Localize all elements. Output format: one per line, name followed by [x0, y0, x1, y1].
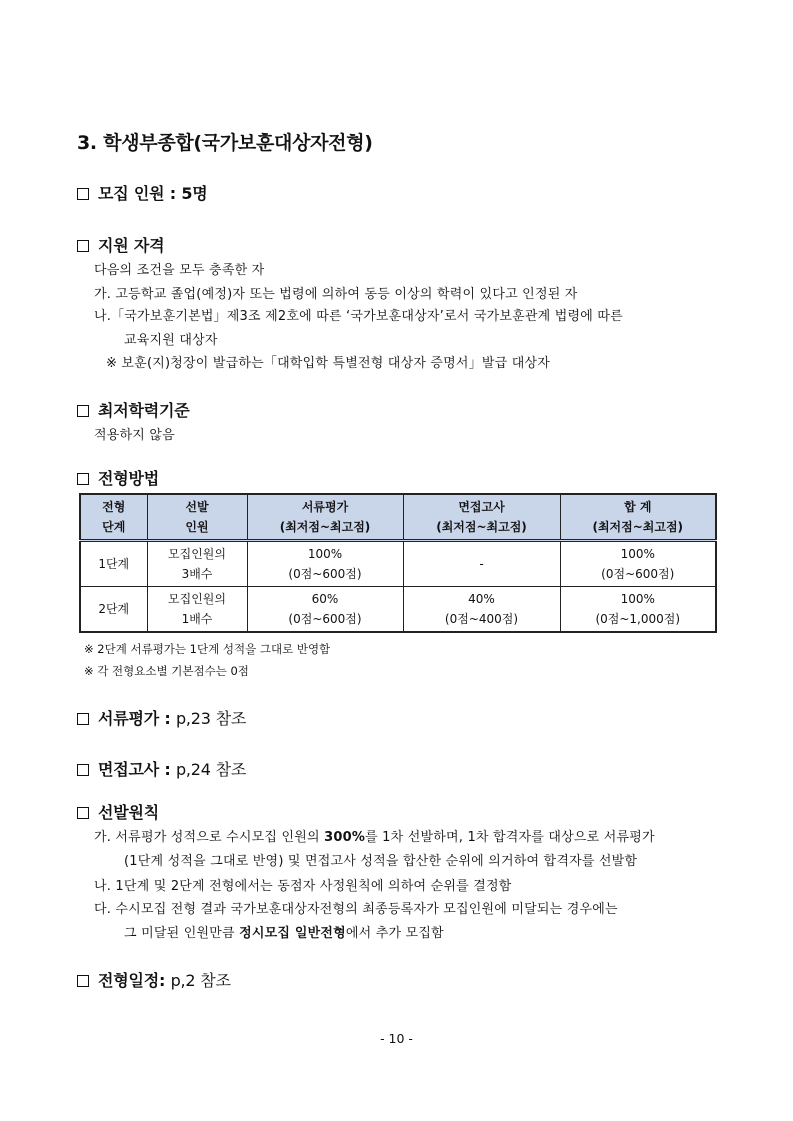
cell-doc-eval: 100% (0점~600점) [247, 541, 403, 587]
cell-total: 100% (0점~1,000점) [560, 587, 716, 633]
principle-ga-highlight: 300% [324, 830, 366, 845]
qualification-item-na-line2: 교육지원 대상자 [124, 333, 218, 348]
section-min-standard [77, 398, 190, 421]
checkbox-square-icon [77, 807, 89, 819]
method-label: 전형방법 [98, 469, 160, 488]
header-interview: 면접고사 (최저점~최고점) [403, 494, 560, 541]
checkbox-square-icon [77, 188, 89, 200]
min-standard-label: 최저학력기준 [98, 401, 190, 420]
selection-method-table [79, 493, 717, 633]
schedule-label: 전형일정: [98, 971, 171, 990]
cell-interview: - [403, 541, 560, 587]
table-row [80, 541, 716, 587]
principle-item-da-line1: 다. 수시모집 전형 결과 국가보훈대상자전형의 최종등록자가 모집인원에 미달되는 경우에는 [94, 902, 618, 917]
qualification-item-na-line1: 나.「국가보훈기본법」제3조 제2호에 따른 ‘국가보훈대상자’로서 국가보훈관계 법령에 따른 [94, 309, 623, 324]
checkbox-square-icon [77, 405, 89, 417]
section-method [77, 466, 159, 489]
cell-count: 모집인원의 1배수 [147, 587, 247, 633]
min-standard-text: 적용하지 않음 [94, 428, 175, 443]
method-note-2: ※ 각 전형요소별 기본점수는 0점 [84, 664, 249, 678]
section-interview [77, 757, 246, 780]
header-doc-eval: 서류평가 (최저점~최고점) [247, 494, 403, 541]
recruit-label: 모집 인원 : 5명 [98, 184, 208, 203]
checkbox-square-icon [77, 975, 89, 987]
table-header-row [80, 494, 716, 541]
principle-item-ga-line1: 가. 서류평가 성적으로 수시모집 인원의 300%를 1차 선발하며, 1차 합격자를 대상으로 서류평가 [94, 830, 655, 845]
section-doc-eval [77, 706, 246, 729]
qualification-intro: 다음의 조건을 모두 충족한 자 [94, 263, 265, 278]
qualification-item-ga: 가. 고등학교 졸업(예정)자 또는 법령에 의하여 동등 이상의 학력이 있다고 인정된 자 [94, 287, 578, 302]
section-qualification [77, 233, 164, 256]
page-title: 3. 학생부종합(국가보훈대상자전형) [77, 132, 373, 154]
header-total: 합 계 (최저점~최고점) [560, 494, 716, 541]
table-row [80, 587, 716, 633]
checkbox-square-icon [77, 713, 89, 725]
checkbox-square-icon [77, 240, 89, 252]
page-number: - 10 - [380, 1031, 413, 1046]
header-stage: 전형 단계 [80, 494, 147, 541]
section-principle [77, 800, 159, 823]
interview-ref: p,24 참조 [175, 760, 247, 779]
doc-eval-ref: p,23 참조 [175, 709, 247, 728]
principle-item-na: 나. 1단계 및 2단계 전형에서는 동점자 사정원칙에 의하여 순위를 결정함 [94, 879, 512, 894]
cell-interview: 40% (0점~400점) [403, 587, 560, 633]
cell-doc-eval: 60% (0점~600점) [247, 587, 403, 633]
doc-eval-label: 서류평가 : [98, 709, 176, 728]
qualification-label: 지원 자격 [98, 236, 165, 255]
principle-item-ga-line2: (1단계 성적을 그대로 반영) 및 면접고사 성적을 합산한 순위에 의거하여 합격자를 선발함 [124, 854, 638, 869]
cell-count: 모집인원의 3배수 [147, 541, 247, 587]
cell-total: 100% (0점~600점) [560, 541, 716, 587]
schedule-ref: p,2 참조 [170, 971, 231, 990]
principle-item-da-line2: 그 미달된 인원만큼 정시모집 일반전형에서 추가 모집함 [124, 926, 444, 941]
section-schedule [77, 968, 231, 991]
cell-stage: 1단계 [80, 541, 147, 587]
header-count: 선발 인원 [147, 494, 247, 541]
cell-stage: 2단계 [80, 587, 147, 633]
section-recruit [77, 181, 208, 204]
qualification-note: ※ 보훈(지)청장이 발급하는「대학입학 특별전형 대상자 증명서」발급 대상자 [106, 356, 551, 371]
principle-da-highlight: 정시모집 일반전형 [239, 926, 346, 941]
method-note-1: ※ 2단계 서류평가는 1단계 성적을 그대로 반영함 [84, 642, 331, 656]
interview-label: 면접고사 : [98, 760, 176, 779]
checkbox-square-icon [77, 764, 89, 776]
principle-label: 선발원칙 [98, 803, 160, 822]
checkbox-square-icon [77, 473, 89, 485]
